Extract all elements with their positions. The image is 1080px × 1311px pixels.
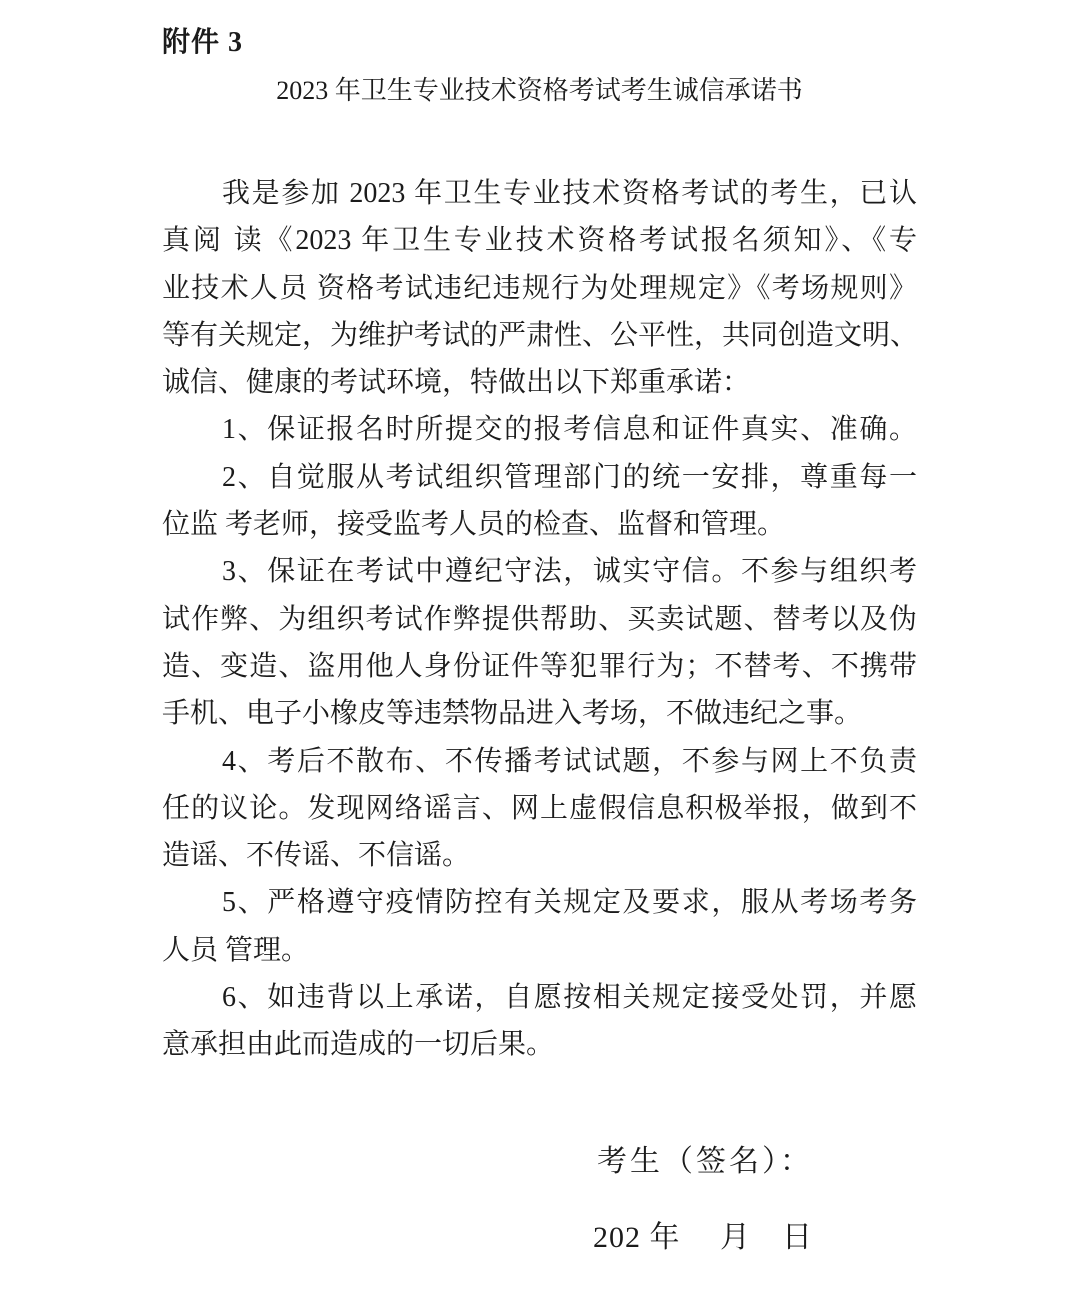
signature-label: 考生（签名）： xyxy=(597,1145,813,1178)
attachment-label: 附件 3 xyxy=(162,27,244,58)
body-line: 造谣、不传谣、不信谣。 xyxy=(162,840,471,872)
body-line: 4、考后不散布、不传播考试试题，不参与网上不负责 xyxy=(222,745,917,777)
body-line: 真阅 读《2023 年卫生专业技术资格考试报名须知》、《专 xyxy=(162,225,917,257)
body-line: 试作弊、为组织考试作弊提供帮助、买卖试题、替考以及伪 xyxy=(162,603,917,635)
body-line: 我是参加 2023 年卫生专业技术资格考试的考生，已认 xyxy=(222,178,917,209)
page-title: 2023 年卫生专业技术资格考试考生诚信承诺书 xyxy=(276,76,803,105)
body-line: 意承担由此而造成的一切后果。 xyxy=(162,1029,555,1061)
body-line: 2、自觉服从考试组织管理部门的统一安排，尊重每一 xyxy=(222,461,917,493)
body-line: 5、严格遵守疫情防控有关规定及要求，服从考场考务 xyxy=(222,887,917,919)
body-line: 等有关规定，为维护考试的严肃性、公平性，共同创造文明、 xyxy=(162,319,919,351)
body-line: 3、保证在考试中遵纪守法，诚实守信。不参与组织考 xyxy=(222,556,917,588)
document-body xyxy=(162,170,917,1069)
body-line: 人员 管理。 xyxy=(162,934,310,966)
body-line: 1、保证报名时所提交的报考信息和证件真实、准确。 xyxy=(222,414,917,446)
body-line: 诚信、健康的考试环境，特做出以下郑重承诺： xyxy=(162,367,751,399)
body-line: 业技术人员 资格考试违纪违规行为处理规定》《考场规则》 xyxy=(162,272,917,304)
body-line: 任的议论。发现网络谣言、网上虚假信息积极举报，做到不 xyxy=(162,792,917,824)
body-line: 6、如违背以上承诺，自愿按相关规定接受处罚，并愿 xyxy=(222,982,917,1014)
date-line: 202 年 月 日 xyxy=(593,1221,813,1254)
body-line: 手机、电子小橡皮等违禁物品进入考场，不做违纪之事。 xyxy=(162,698,863,730)
body-line: 造、变造、盗用他人身份证件等犯罪行为；不替考、不携带 xyxy=(162,650,917,682)
body-line: 位监 考老师，接受监考人员的检查、监督和管理。 xyxy=(162,509,786,541)
